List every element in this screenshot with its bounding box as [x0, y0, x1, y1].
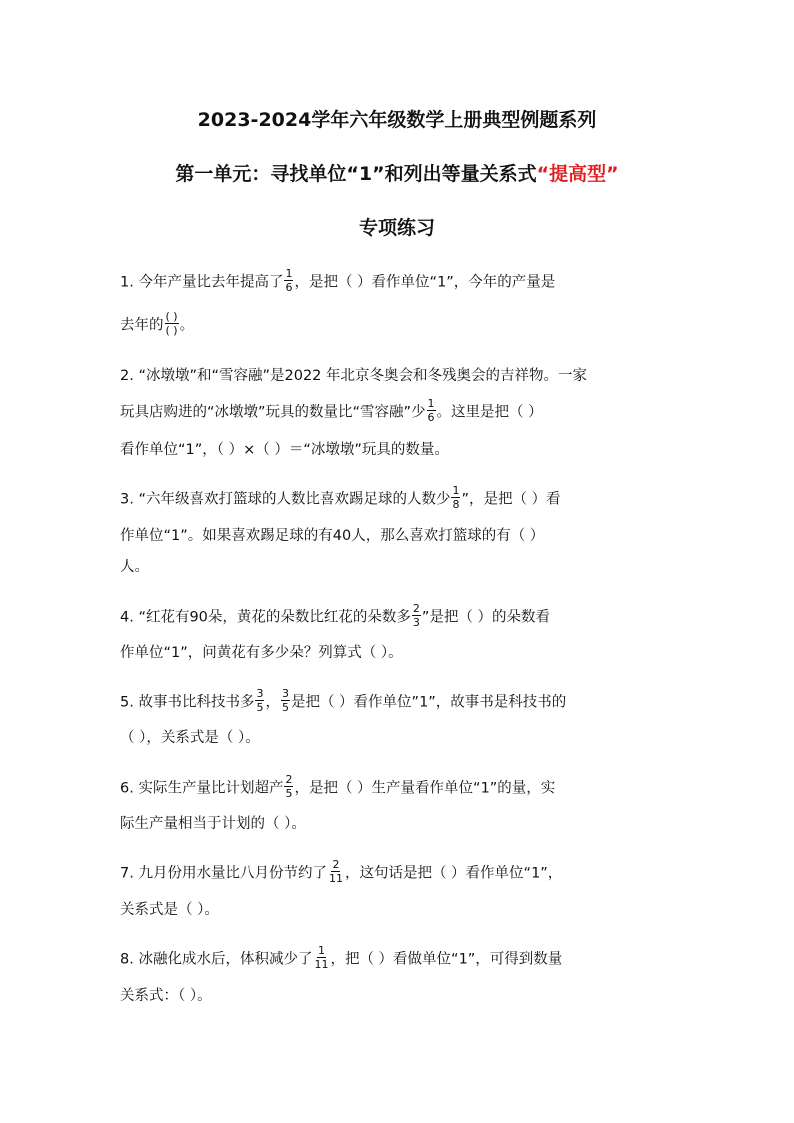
- question-text: 。这里是把（ ）: [436, 404, 543, 421]
- numerator: 2: [285, 773, 293, 786]
- question-2-line-2: [120, 397, 543, 425]
- denominator: 8: [452, 498, 460, 511]
- question-text: 4. “红花有90朵，黄花的朵数比红花的朵数多: [120, 609, 411, 626]
- question-7-line-1: [120, 858, 563, 886]
- question-text: ”，是把（ ）看: [461, 491, 561, 508]
- fraction: [313, 945, 329, 970]
- denominator: 5: [285, 787, 293, 800]
- fraction: [284, 774, 293, 799]
- numerator: 2: [412, 602, 420, 615]
- question-text: 5. 故事书比科技书多: [120, 694, 255, 711]
- question-text: 3. “六年级喜欢打篮球的人数比喜欢踢足球的人数少: [120, 491, 451, 508]
- denominator-blank: ( ): [165, 324, 178, 337]
- numerator: 2: [332, 858, 340, 871]
- question-5-line-1: [120, 687, 567, 715]
- question-5-line-2: （ ），关系式是（ ）。: [120, 730, 260, 746]
- question-2-line-3: 看作单位“1”，（ ）×（ ）＝“冰墩墩”玩具的数量。: [120, 442, 449, 458]
- numerator: 3: [256, 687, 264, 700]
- unit-title-main: 第一单元：寻找单位“1”和列出等量关系式: [175, 163, 537, 185]
- question-2-line-1: 2. “冰墩墩”和“雪容融”是2022 年北京冬奥会和冬残奥会的吉祥物。一家: [120, 368, 587, 384]
- question-text: 6. 实际生产量比计划超产: [120, 780, 284, 797]
- fraction: [255, 688, 264, 713]
- question-text: ，是把（ ）生产量看作单位“1”的量，实: [294, 780, 556, 797]
- fraction: [281, 688, 290, 713]
- question-text: ，这句话是把（ ）看作单位“1”，: [344, 865, 563, 882]
- fraction-blank: [165, 311, 179, 336]
- denominator: 5: [281, 701, 289, 714]
- question-text: ，是把（ ）看作单位“1”，今年的产量是: [294, 274, 556, 291]
- question-text: ，: [265, 694, 280, 711]
- question-6-line-2: 际生产量相当于计划的（ ）。: [120, 816, 306, 832]
- fraction: [451, 485, 460, 510]
- question-text: 8. 冰融化成水后，体积减少了: [120, 951, 313, 968]
- denominator: 6: [285, 281, 293, 294]
- question-text: 去年的: [120, 317, 164, 334]
- fraction: [427, 398, 436, 423]
- section-title: 专项练习: [358, 217, 435, 239]
- question-text: ，把（ ）看做单位“1”，可得到数量: [330, 951, 563, 968]
- question-4-line-2: 作单位“1”，问黄花有多少朵？列算式（ ）。: [120, 645, 403, 661]
- question-3-line-1: [120, 484, 561, 512]
- question-text: 。: [179, 317, 195, 334]
- question-text: 是把（ ）看作单位”1”，故事书是科技书的: [290, 694, 567, 711]
- question-text: 玩具店购进的“冰墩墩”玩具的数量比“雪容融”少: [120, 404, 426, 421]
- question-3-line-3: 人。: [120, 559, 149, 575]
- denominator: 3: [412, 616, 420, 629]
- question-8-line-1: [120, 944, 563, 972]
- unit-title-highlight: “提高型”: [536, 163, 619, 185]
- question-1-line-2: [120, 310, 195, 338]
- numerator: 1: [317, 944, 325, 957]
- fraction: [284, 268, 293, 293]
- question-text: 1. 今年产量比去年提高了: [120, 274, 284, 291]
- denominator: 11: [328, 872, 343, 885]
- fraction: [412, 603, 421, 628]
- question-7-line-2: 关系式是（ ）。: [120, 902, 219, 918]
- question-text: ”是把（ ）的朵数看: [421, 609, 551, 626]
- numerator: 1: [427, 397, 435, 410]
- denominator: 11: [314, 958, 329, 971]
- question-6-line-1: [120, 773, 556, 801]
- question-8-line-2: 关系式：（ ）。: [120, 988, 212, 1004]
- numerator: 1: [285, 267, 293, 280]
- question-1-line-1: [120, 267, 556, 295]
- fraction: [328, 859, 344, 884]
- unit-title: [0, 159, 794, 186]
- question-3-line-2: 作单位“1”。如果喜欢踢足球的有40人，那么喜欢打篮球的有（ ）: [120, 528, 545, 544]
- page-title: 2023-2024学年六年级数学上册典型例题系列: [197, 109, 597, 131]
- denominator: 5: [256, 701, 264, 714]
- numerator-blank: ( ): [165, 310, 178, 323]
- numerator: 3: [281, 687, 289, 700]
- numerator: 1: [452, 484, 460, 497]
- denominator: 6: [427, 411, 435, 424]
- question-text: 7. 九月份用水量比八月份节约了: [120, 865, 327, 882]
- question-4-line-1: [120, 602, 551, 630]
